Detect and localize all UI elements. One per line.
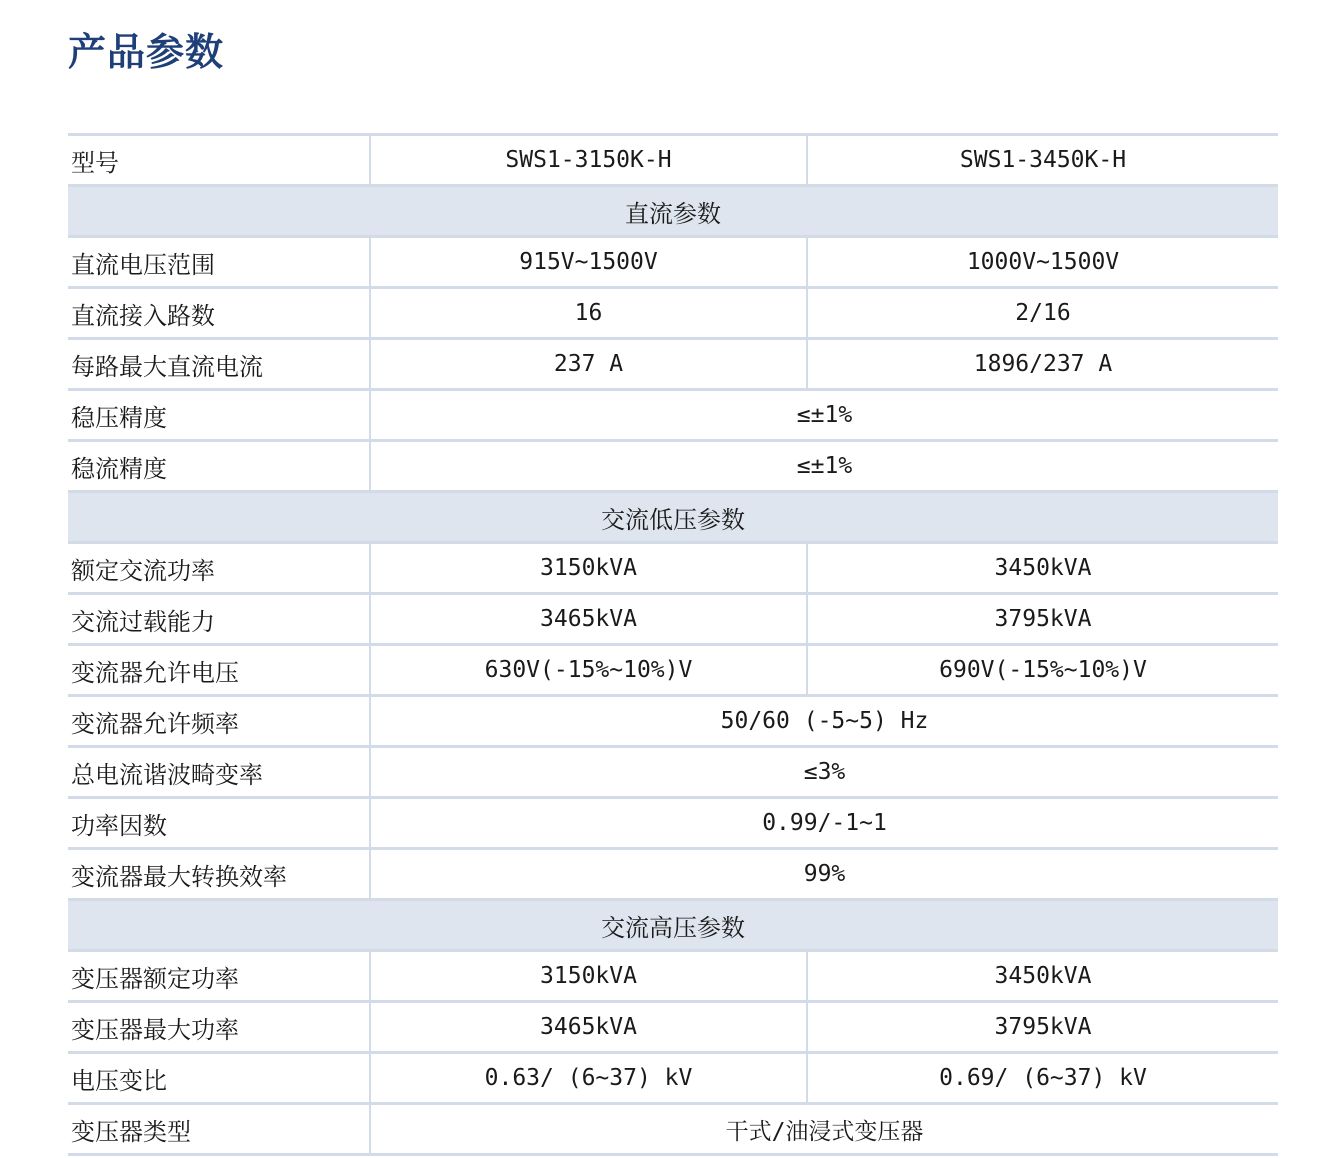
table-row <box>68 645 1278 696</box>
section-header-dc <box>68 186 1278 237</box>
value-cell-b: 3795kVA <box>807 594 1278 645</box>
value-cell-b: 3450kVA <box>807 543 1278 594</box>
table-row <box>68 747 1278 798</box>
table-row <box>68 543 1278 594</box>
table-row <box>68 1053 1278 1104</box>
value-cell-merged: ≤±1% <box>370 441 1278 492</box>
row-label: 每路最大直流电流 <box>68 339 370 390</box>
section-header-ac-low <box>68 492 1278 543</box>
value-cell-a: 237 A <box>370 339 807 390</box>
table-row <box>68 390 1278 441</box>
value-cell-merged: ≤3% <box>370 747 1278 798</box>
value-cell-merged: 干式/油浸式变压器 <box>370 1104 1278 1155</box>
model-a-cell: SWS1-3150K-H <box>370 135 807 186</box>
row-label: 变流器允许频率 <box>68 696 370 747</box>
row-label: 稳压精度 <box>68 390 370 441</box>
row-label: 功率因数 <box>68 798 370 849</box>
value-cell-b: 690V(-15%~10%)V <box>807 645 1278 696</box>
row-label: 总电流谐波畸变率 <box>68 747 370 798</box>
value-cell-merged: ≤±1% <box>370 390 1278 441</box>
model-header-row <box>68 135 1278 186</box>
value-cell-a: 630V(-15%~10%)V <box>370 645 807 696</box>
table-row <box>68 594 1278 645</box>
row-label: 电压变比 <box>68 1053 370 1104</box>
row-label: 变流器最大转换效率 <box>68 849 370 900</box>
value-cell-a: 16 <box>370 288 807 339</box>
table-row <box>68 1002 1278 1053</box>
table-row <box>68 288 1278 339</box>
value-cell-a: 3150kVA <box>370 543 807 594</box>
row-label: 变压器额定功率 <box>68 951 370 1002</box>
table-row <box>68 849 1278 900</box>
row-label: 稳流精度 <box>68 441 370 492</box>
table-row <box>68 1104 1278 1155</box>
value-cell-a: 3150kVA <box>370 951 807 1002</box>
value-cell-a: 0.63/ (6~37) kV <box>370 1053 807 1104</box>
value-cell-b: 3795kVA <box>807 1002 1278 1053</box>
value-cell-a: 3465kVA <box>370 594 807 645</box>
section-header-ac-high <box>68 900 1278 951</box>
value-cell-b: 0.69/ (6~37) kV <box>807 1053 1278 1104</box>
value-cell-a: 915V~1500V <box>370 237 807 288</box>
section-title: 交流高压参数 <box>68 900 1278 951</box>
table-row <box>68 237 1278 288</box>
value-cell-merged: 0.99/-1~1 <box>370 798 1278 849</box>
table-row <box>68 951 1278 1002</box>
table-row <box>68 339 1278 390</box>
value-cell-merged: 50/60 (-5~5) Hz <box>370 696 1278 747</box>
page-title: 产品参数 <box>68 30 225 74</box>
row-label: 交流过载能力 <box>68 594 370 645</box>
row-label: 变压器最大功率 <box>68 1002 370 1053</box>
section-title: 直流参数 <box>68 186 1278 237</box>
row-label: 直流接入路数 <box>68 288 370 339</box>
value-cell-a: 3465kVA <box>370 1002 807 1053</box>
table-row <box>68 441 1278 492</box>
row-label: 直流电压范围 <box>68 237 370 288</box>
value-cell-b: 1000V~1500V <box>807 237 1278 288</box>
section-title: 交流低压参数 <box>68 492 1278 543</box>
value-cell-b: 3450kVA <box>807 951 1278 1002</box>
row-label: 额定交流功率 <box>68 543 370 594</box>
value-cell-b: 1896/237 A <box>807 339 1278 390</box>
model-b-cell: SWS1-3450K-H <box>807 135 1278 186</box>
table-row <box>68 798 1278 849</box>
spec-table <box>68 133 1278 1156</box>
value-cell-b: 2/16 <box>807 288 1278 339</box>
row-label: 变流器允许电压 <box>68 645 370 696</box>
row-label: 型号 <box>68 135 370 186</box>
row-label: 变压器类型 <box>68 1104 370 1155</box>
table-row <box>68 696 1278 747</box>
value-cell-merged: 99% <box>370 849 1278 900</box>
